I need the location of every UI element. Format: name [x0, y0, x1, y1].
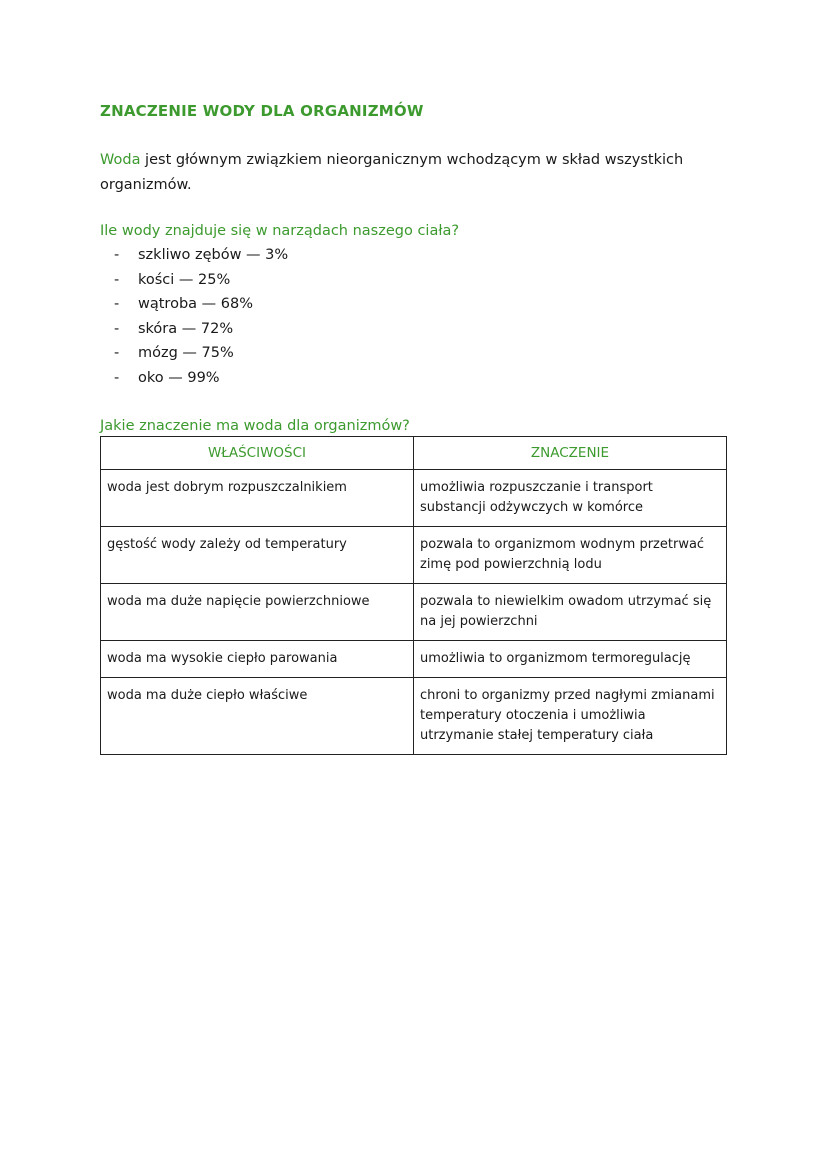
- list-bullet: -: [114, 296, 120, 313]
- list-bullet: -: [114, 247, 120, 263]
- list-item-text: oko — 99%: [138, 369, 220, 386]
- list-item-text: wątroba — 68%: [138, 296, 253, 313]
- column-header-properties: WŁAŚCIWOŚCI: [101, 436, 414, 469]
- table-row: [101, 677, 727, 754]
- list-bullet: -: [114, 345, 120, 362]
- document-page: [100, 98, 730, 755]
- section1-heading: Ile wody znajduje się w narządach naszego ciała?: [100, 223, 460, 239]
- intro-highlight: Woda: [100, 152, 141, 168]
- document-title: ZNACZENIE WODY DLA ORGANIZMÓW: [100, 102, 424, 120]
- list-item: [100, 243, 730, 268]
- column-header-significance: ZNACZENIE: [414, 436, 727, 469]
- table-cell-property: woda ma duże ciepło właściwe: [101, 677, 414, 754]
- table-cell-significance: chroni to organizmy przed nagłymi zmianami temperatury otoczenia i umożliwia utrzymanie stałej temperatury ciała: [414, 677, 727, 754]
- list-item: [100, 292, 730, 317]
- list-bullet: -: [114, 369, 120, 386]
- table-row: [101, 469, 727, 526]
- list-item-text: szkliwo zębów — 3%: [138, 247, 289, 263]
- table-row: [101, 526, 727, 583]
- table-cell-significance: umożliwia to organizmom termoregulację: [414, 640, 727, 677]
- list-item-text: mózg — 75%: [138, 345, 234, 362]
- list-item-text: kości — 25%: [138, 271, 231, 288]
- list-bullet: -: [114, 271, 120, 288]
- table-cell-property: gęstość wody zależy od temperatury: [101, 526, 414, 583]
- intro-paragraph: [100, 148, 730, 198]
- table-header-row: [101, 436, 727, 469]
- intro-text: jest głównym związkiem nieorganicznym wchodzącym w skład wszystkich organizmów.: [100, 152, 684, 193]
- list-bullet: -: [114, 320, 120, 337]
- list-item: [100, 317, 730, 342]
- list-item-text: skóra — 72%: [138, 320, 234, 337]
- table-cell-significance: pozwala to organizmom wodnym przetrwać zimę pod powierzchnią lodu: [414, 526, 727, 583]
- table-row: [101, 583, 727, 640]
- table-row: [101, 640, 727, 677]
- section2-heading: Jakie znaczenie ma woda dla organizmów?: [100, 417, 410, 434]
- list-item: [100, 268, 730, 293]
- list-item: [100, 366, 730, 391]
- list-item: [100, 341, 730, 366]
- table-cell-property: woda ma wysokie ciepło parowania: [101, 640, 414, 677]
- table-cell-significance: pozwala to niewielkim owadom utrzymać się na jej powierzchni: [414, 583, 727, 640]
- table-cell-significance: umożliwia rozpuszczanie i transport substancji odżywczych w komórce: [414, 469, 727, 526]
- water-properties-table: [100, 436, 727, 755]
- table-cell-property: woda jest dobrym rozpuszczalnikiem: [101, 469, 414, 526]
- organ-water-list: [100, 243, 730, 391]
- table-cell-property: woda ma duże napięcie powierzchniowe: [101, 583, 414, 640]
